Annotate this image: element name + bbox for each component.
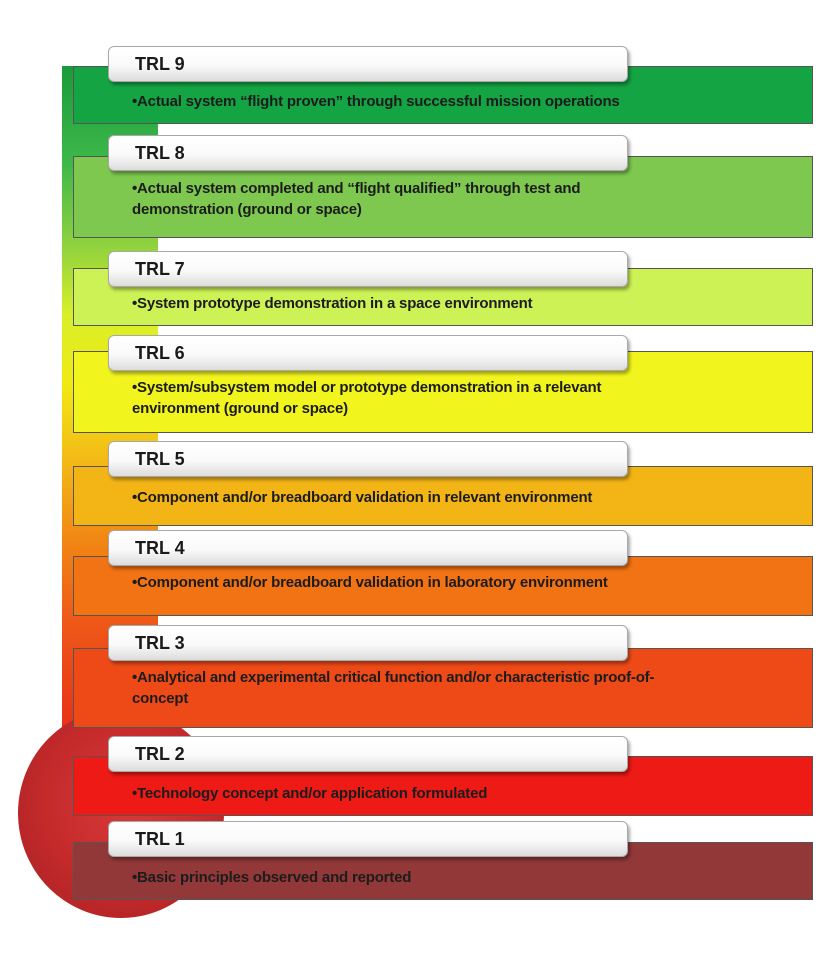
trl-5-label: TRL 5 [135,449,185,469]
trl-9-description: •Actual system “flight proven” through successful mission operations [132,93,620,110]
trl-5-label-tab [108,441,628,477]
trl-8-description: •Actual system completed and “flight qualified” through test and demonstration (ground or space) [132,180,581,218]
trl-2-label: TRL 2 [135,744,185,764]
trl-6-label: TRL 6 [135,343,185,363]
trl-3-description: •Analytical and experimental critical function and/or characteristic proof-of- concept [132,669,655,707]
trl-6-label-tab [108,335,628,371]
trl-2-label-tab [108,736,628,772]
trl-7-description: •System prototype demonstration in a space environment [132,295,533,312]
trl-9-label-tab [108,46,628,82]
trl-6-description: •System/subsystem model or prototype demonstration in a relevant environment (ground or space) [132,379,602,417]
trl-1-description: •Basic principles observed and reported [132,869,412,886]
trl-4-description: •Component and/or breadboard validation in laboratory environment [132,574,608,591]
trl-4-label: TRL 4 [135,538,185,558]
trl-7-label: TRL 7 [135,259,185,279]
trl-1-label: TRL 1 [135,829,185,849]
trl-3-label: TRL 3 [135,633,185,653]
trl-8-label: TRL 8 [135,143,185,163]
trl-4-label-tab [108,530,628,566]
trl-5-description: •Component and/or breadboard validation in relevant environment [132,489,593,506]
trl-1-label-tab [108,821,628,857]
trl-3-label-tab [108,625,628,661]
trl-7-label-tab [108,251,628,287]
trl-9-label: TRL 9 [135,54,185,74]
trl-2-description: •Technology concept and/or application formulated [132,785,488,802]
trl-8-label-tab [108,135,628,171]
